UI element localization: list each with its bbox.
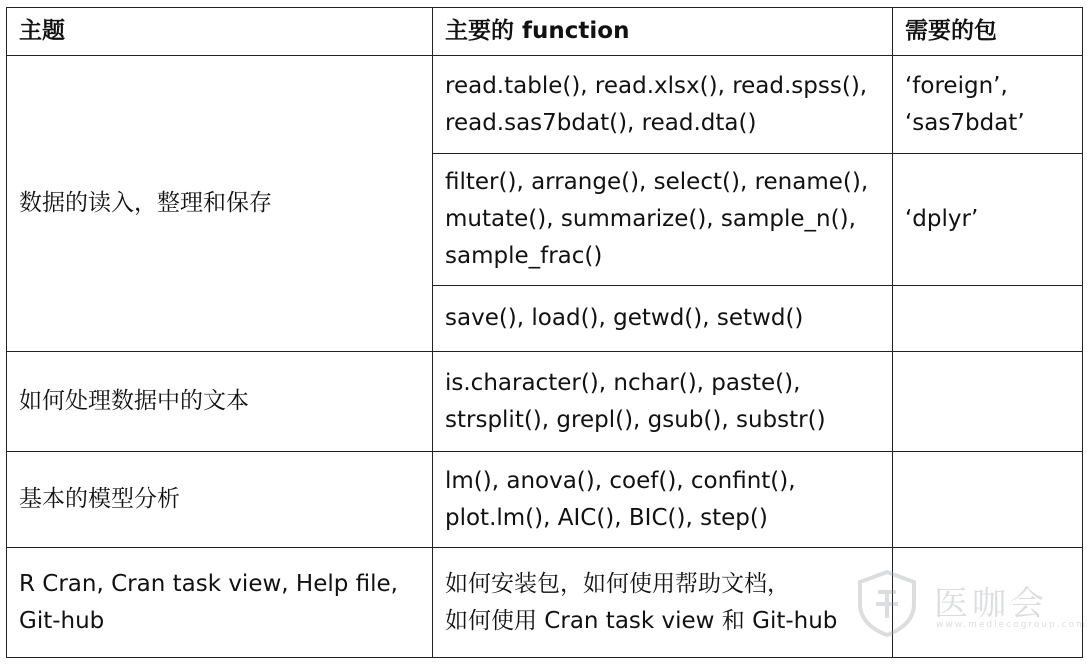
packages-cell: [893, 352, 1083, 452]
functions-cell: [433, 548, 893, 658]
function-line: read.sas7bdat(), read.dta(): [445, 109, 757, 136]
header-topic: 主题: [7, 8, 433, 56]
topic-line: Git-hub: [19, 607, 105, 634]
topic-cell: 基本的模型分析: [7, 452, 433, 548]
packages-cell: [893, 548, 1083, 658]
topic-line: R Cran, Cran task view, Help file,: [19, 570, 398, 597]
header-functions: 主要的 function: [433, 8, 893, 56]
function-line: strsplit(), grepl(), gsub(), substr(): [445, 406, 826, 433]
functions-cell: [433, 352, 893, 452]
package-line: ‘foreign’,: [905, 72, 1008, 99]
function-line: read.table(), read.xlsx(), read.spss(),: [445, 72, 868, 99]
functions-cell: [433, 452, 893, 548]
topic-cell: [7, 548, 433, 658]
table-row: [7, 452, 1083, 548]
watermark-text: 医咖会: [934, 584, 1048, 624]
table-row: [7, 548, 1083, 658]
functions-cell: [433, 286, 893, 352]
packages-cell: [893, 452, 1083, 548]
table-header-row: [7, 8, 1083, 56]
function-line: sample_frac(): [445, 243, 603, 269]
packages-cell: [893, 286, 1083, 352]
table-row: [7, 352, 1083, 452]
watermark-subtext: www.mediecogroup.com: [936, 620, 1087, 630]
function-line: 如何安装包，如何使用帮助文档，: [445, 570, 790, 597]
function-line: filter(), arrange(), select(), rename(),: [445, 169, 869, 195]
functions-cell: [433, 56, 893, 154]
package-line: ‘dplyr’: [905, 206, 979, 232]
header-packages: 需要的包: [893, 8, 1083, 56]
table-row: [7, 56, 1083, 154]
packages-cell: [893, 56, 1083, 154]
function-line: save(), load(), getwd(), setwd(): [445, 305, 804, 331]
packages-cell: [893, 154, 1083, 286]
package-line: ‘sas7bdat’: [905, 109, 1025, 136]
function-line: 如何使用 Cran task view 和 Git-hub: [445, 607, 838, 634]
functions-cell: [433, 154, 893, 286]
function-line: lm(), anova(), coef(), confint(),: [445, 467, 796, 494]
function-line: is.character(), nchar(), paste(),: [445, 369, 801, 396]
function-table: [6, 7, 1083, 658]
topic-cell: 如何处理数据中的文本: [7, 352, 433, 452]
function-line: mutate(), summarize(), sample_n(),: [445, 206, 856, 232]
function-line: plot.lm(), AIC(), BIC(), step(): [445, 504, 768, 531]
topic-cell: 数据的读入，整理和保存: [7, 56, 433, 352]
